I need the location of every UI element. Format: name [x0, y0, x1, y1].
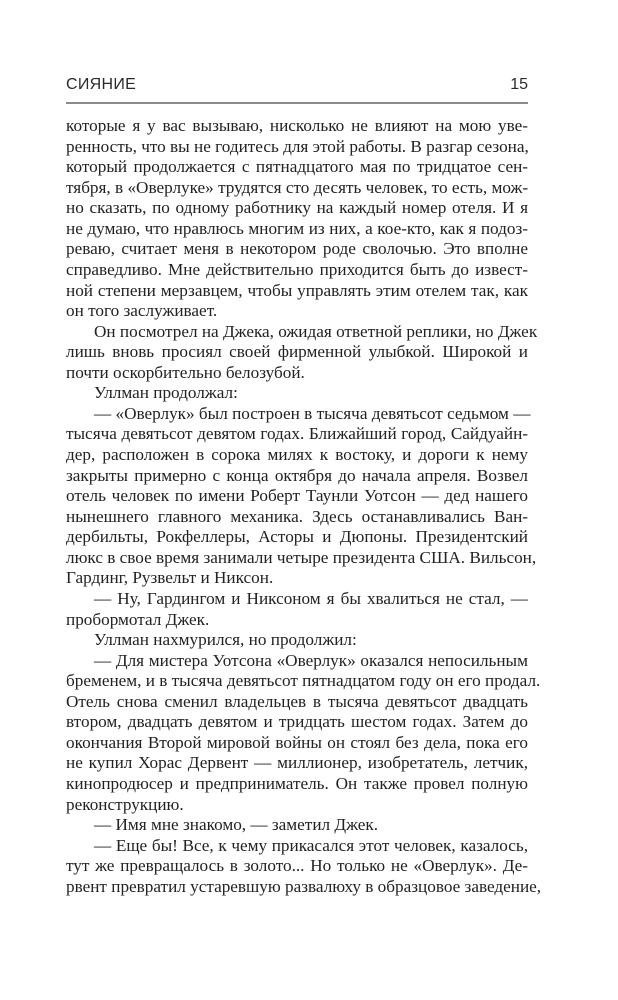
text-line: справедливо. Мне действительно приходится быть до извест-: [66, 259, 528, 279]
text-line: Отель снова сменил владельцев в тысяча девятьсот двадцать: [66, 691, 528, 711]
text-line: рвент превратил устаревшую развалюху в образцовое заведение,: [66, 876, 542, 896]
text-line: люкс в свое время занимали четыре президента США. Вильсон,: [66, 547, 537, 567]
text-line: не думаю, что нравлюсь многим из них, а кое-кто, как я подоз-: [66, 218, 528, 238]
text-line: — Для мистера Уотсона «Оверлук» оказался непосильным: [94, 650, 528, 670]
text-line: лишь вновь просиял своей фирменной улыбкой. Широкой и: [66, 342, 528, 362]
text-line: реваю, считает меня в некотором роде сволочью. Это вполне: [66, 239, 528, 259]
paragraph: [66, 835, 542, 898]
text-line: окончания Второй мировой войны он стоял без дела, пока его: [66, 732, 528, 752]
page-number: 15: [510, 76, 528, 93]
text-line: пробормотал Джек.: [66, 609, 210, 629]
text-line: дербильты, Рокфеллеры, Асторы и Дюпоны. Президентский: [66, 527, 528, 547]
text-line: бременем, и в тысяча девятьсот пятнадцатом году он его продал.: [66, 671, 541, 691]
text-line: — Ну, Гардингом и Никсоном я бы хвалиться не стал, —: [94, 588, 528, 608]
text-line: он того заслуживает.: [66, 301, 218, 321]
text-line: но сказать, по одному работнику на каждый номер отеля. И я: [66, 198, 528, 218]
header-divider: [66, 102, 528, 104]
paragraph: [66, 630, 528, 651]
text-line: — Еще бы! Все, к чему прикасался этот человек, казалось,: [94, 835, 528, 855]
paragraph: [66, 116, 528, 322]
paragraph: [66, 383, 528, 404]
text-line: тут же превращалось в золото... Но только не «Оверлук». Де-: [66, 856, 528, 876]
paragraph: [66, 815, 528, 836]
text-line: тября, в «Оверлуке» трудятся сто десять человек, то есть, мож-: [66, 177, 529, 197]
text-line: закрыты примерно с конца октября до начала апреля. Возвел: [66, 465, 528, 485]
text-line: — «Оверлук» был построен в тысяча девятьсот седьмом —: [94, 403, 531, 423]
text-line: не купил Хорас Дервент — миллионер, изобретатель, летчик,: [66, 753, 528, 773]
body-text: [66, 116, 542, 897]
text-line: которые я у вас вызываю, нисколько не влияют на мою уве-: [66, 116, 528, 135]
paragraph: [66, 650, 541, 816]
paragraph: [66, 321, 538, 384]
text-line: почти оскорбительно белозубой.: [66, 362, 305, 382]
text-line: Гардинг, Рузвельт и Никсон.: [66, 568, 274, 588]
text-line: втором, двадцать девятом и тридцать шестом годах. Затем до: [66, 712, 528, 732]
book-title: СИЯНИЕ: [66, 76, 137, 93]
running-header: [66, 76, 528, 98]
text-line: ренность, что вы не годитесь для этой работы. В разгар сезона,: [66, 136, 529, 156]
text-line: — Имя мне знакомо, — заметил Джек.: [94, 815, 379, 835]
text-line: тысяча девятьсот девятом годах. Ближайший город, Сайдуайн-: [66, 424, 528, 444]
text-line: Он посмотрел на Джека, ожидая ответной реплики, но Джек: [94, 321, 538, 341]
text-line: кинопродюсер и предприниматель. Он также провел полную: [66, 774, 528, 793]
text-line: Уллман продолжал:: [94, 383, 238, 403]
text-line: который продолжается с пятнадцатого мая по тридцатое сен-: [66, 157, 528, 177]
text-line: Уллман нахмурился, но продолжил:: [94, 630, 357, 650]
text-line: отель человек по имени Роберт Таунли Уотсон — дед нашего: [66, 486, 528, 506]
text-line: ной степени мерзавцем, чтобы управлять этим отелем так, как: [66, 280, 528, 300]
paragraph: [66, 589, 528, 630]
text-line: нынешнего главного механика. Здесь останавливались Ван-: [66, 506, 528, 526]
text-line: реконструкцию.: [66, 794, 184, 814]
paragraph: [66, 403, 537, 589]
text-line: дер, расположен в сорока милях к востоку, и дороги к нему: [66, 445, 528, 464]
